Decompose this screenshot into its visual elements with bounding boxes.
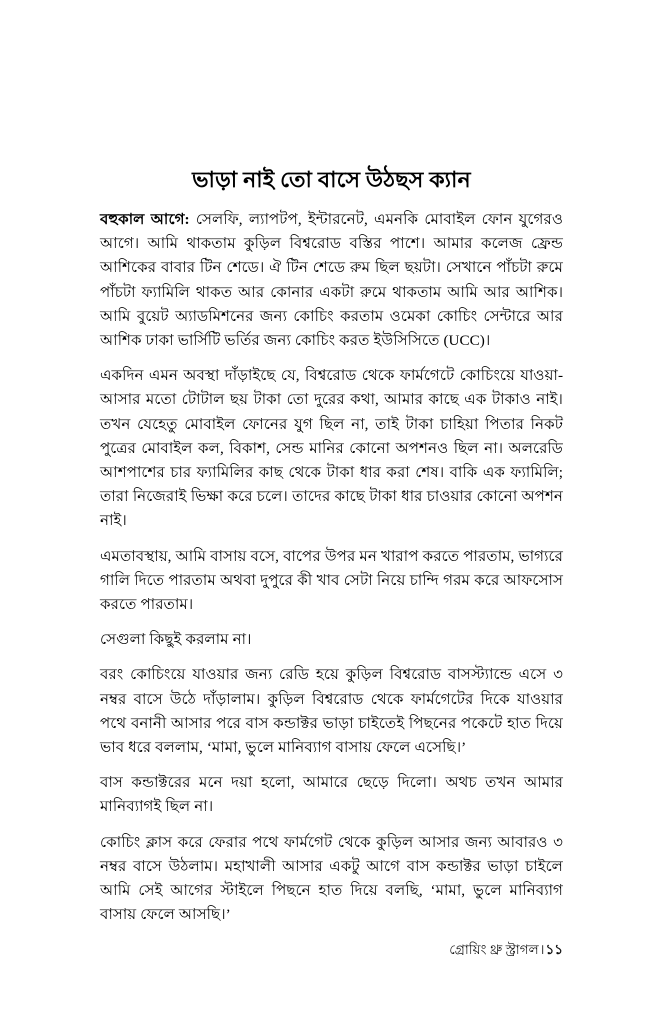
paragraph-1 bbox=[100, 208, 563, 353]
paragraph-4: সেগুলা কিছুই করলাম না। bbox=[100, 631, 252, 649]
paragraph-3: এমতাবস্থায়, আমি বাসায় বসে, বাপের উপর মন খারাপ করতে পারতাম, ভাগ্যরে গালি দিতে পারতাম অথবা দুপুরে কী খাব সেটা নিয়ে চান্দি গরম করে আফসোস করতে পারতাম। bbox=[100, 547, 563, 614]
page-number: ১১ bbox=[545, 942, 563, 957]
paragraph-text: সেলফি, ল্যাপটপ, ইন্টারনেট, এমনকি মোবাইল ফোন যুগেরও আগে। আমি থাকতাম কুড়িল বিশ্বরোড বস্তির পাশে। আমার কলেজ ফ্রেন্ড আশিকের বাবার টিন শেডে। ঐ টিন শেডে রুম ছিল ছয়টা। সেখানে পাঁচটা রুমে পাঁচটা ফ্যামিলি থাকত আর কোনার একটা রুমে থাকতাম আমি আর আশিক। আমি বুয়েট অ্যাডমিশনের জন্য কোচিং করতাম ওমেকা কোচিং সেন্টারে আর আশিক ঢাকা ভার্সিটি ভর্তির জন্য কোচিং করত ইউসিসিতে (UCC)। bbox=[100, 211, 563, 350]
paragraph-5: বরং কোচিংয়ে যাওয়ার জন্য রেডি হয়ে কুড়িল বিশ্বরোড বাসস্ট্যান্ডে এসে ৩ নম্বর বাসে উঠে দাঁড়ালাম। কুড়িল বিশ্বরোড থেকে ফার্মগেটের দিকে যাওয়ার পথে বনানী আসার পরে বাস কন্ডাক্টর ভাড়া চাইতেই পিছনের পকেটে হাত দিয়ে ভাব ধরে বললাম, ‘মামা, ভুলে মানিব্যাগ বাসায় ফেলে এসেছি।’ bbox=[100, 666, 563, 757]
paragraph-6: বাস কন্ডাক্টরের মনে দয়া হলো, আমারে ছেড়ে দিলো। অথচ তখন আমার মানিব্যাগই ছিল না। bbox=[100, 774, 563, 816]
running-footer bbox=[100, 940, 563, 960]
chapter-title: ভাড়া নাই তো বাসে উঠছস ক্যান bbox=[192, 166, 471, 192]
footer-book-title: গ্রোয়িং থ্রু স্ট্রাগল bbox=[449, 942, 539, 957]
paragraph-lead-in: বহুকাল আগে: bbox=[100, 211, 190, 228]
paragraph-7: কোচিং ক্লাস করে ফেরার পথে ফার্মগেট থেকে কুড়িল আসার জন্য আবারও ৩ নম্বর বাসে উঠলাম। মহাখালী আসার একটু আগে বাস কন্ডাক্টর ভাড়া চাইলে আমি সেই আগের স্টাইলে পিছনে হাত দিয়ে বলছি, ‘মামা, ভুলে মানিব্যাগ বাসায় ফেলে আসছি।’ bbox=[100, 833, 563, 924]
body-text-block bbox=[100, 208, 563, 927]
paragraph-2: একদিন এমন অবস্থা দাঁড়াইছে যে, বিশ্বরোড থেকে ফার্মগেটে কোচিংয়ে যাওয়া-আসার মতো টোটাল ছয় টাকা তো দুরের কথা, আমার কাছে এক টাকাও নাই। তখন যেহেতু মোবাইল ফোনের যুগ ছিল না, তাই টাকা চাহিয়া পিতার নিকট পুত্রের মোবাইল কল, বিকাশ, সেন্ড মানির কোনো অপশনও ছিল না। অলরেডি আশপাশের চার ফ্যামিলির কাছ থেকে টাকা ধার করা শেষ। বাকি এক ফ্যামিলি; তারা নিজেরাই ভিক্ষা করে চলে। তাদের কাছে টাকা ধার চাওয়ার কোনো অপশন নাই। bbox=[100, 367, 563, 530]
footer-separator: । bbox=[539, 942, 545, 957]
